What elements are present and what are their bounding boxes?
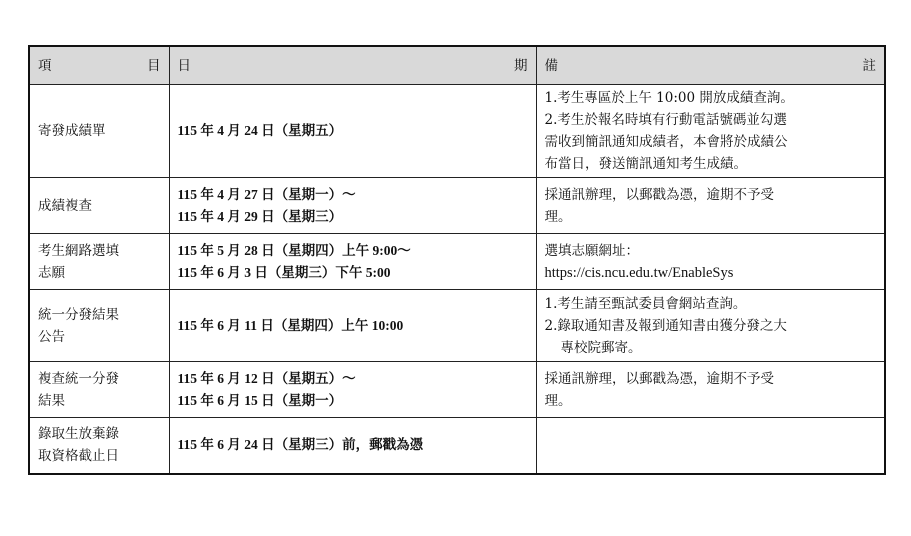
table-row bbox=[29, 85, 885, 178]
table-row bbox=[29, 290, 885, 362]
date-cell-line: 115 年 4 月 27 日（星期一）～ bbox=[177, 186, 356, 202]
note-cell-line: https://cis.ncu.edu.tw/EnableSys bbox=[544, 264, 734, 281]
date-cell bbox=[169, 234, 536, 290]
date-cell bbox=[169, 362, 536, 418]
table-row bbox=[29, 178, 885, 234]
header-date-char-1: 日 bbox=[177, 57, 191, 74]
date-cell bbox=[169, 418, 536, 474]
header-date-char-2: 期 bbox=[514, 57, 528, 74]
note-cell-line: 1.考生請至甄試委員會網站查詢。 bbox=[544, 295, 747, 312]
item-cell-line: 錄取生放棄錄 bbox=[38, 426, 119, 443]
note-cell-line: 採通訊辦理，以郵戳為憑，逾期不予受 bbox=[544, 186, 774, 203]
date-cell-line: 115 年 5 月 28 日（星期四）上午 9:00～ bbox=[177, 242, 411, 258]
item-cell-line: 考生網路選填 bbox=[38, 242, 119, 259]
note-cell-line: 專校院郵寄。 bbox=[560, 339, 642, 356]
note-cell-line: 理。 bbox=[544, 392, 572, 409]
note-cell bbox=[536, 418, 885, 474]
date-cell-line: 115 年 6 月 24 日（星期三）前，郵戳為憑 bbox=[177, 437, 424, 453]
note-cell-line: 採通訊辦理，以郵戳為憑，逾期不予受 bbox=[544, 370, 774, 387]
note-cell bbox=[536, 234, 885, 290]
schedule-table bbox=[28, 45, 886, 475]
item-cell bbox=[29, 85, 169, 178]
item-cell bbox=[29, 418, 169, 474]
note-cell-line: 2.考生於報名時填有行動電話號碼並勾選 bbox=[544, 112, 787, 128]
date-cell-line: 115 年 6 月 11 日（星期四）上午 10:00 bbox=[177, 317, 404, 333]
note-cell bbox=[536, 178, 885, 234]
date-cell-line: 115 年 6 月 12 日（星期五）～ bbox=[177, 370, 356, 386]
header-item-char-1: 項 bbox=[38, 57, 52, 74]
header-note-char-1: 備 bbox=[544, 57, 558, 74]
header-item bbox=[29, 46, 169, 85]
item-cell bbox=[29, 362, 169, 418]
note-cell bbox=[536, 85, 885, 178]
date-cell-line: 115 年 4 月 24 日（星期五） bbox=[177, 123, 343, 138]
date-cell-line: 115 年 4 月 29 日（星期三） bbox=[177, 208, 343, 224]
table-row bbox=[29, 234, 885, 290]
header-note-char-2: 註 bbox=[862, 57, 876, 74]
header-date bbox=[169, 46, 536, 85]
date-cell bbox=[169, 290, 536, 362]
note-cell-line: 布當日，發送簡訊通知考生成績。 bbox=[544, 156, 747, 172]
note-cell-line: 2.錄取通知書及報到通知書由獲分發之大 bbox=[544, 317, 787, 334]
note-cell-line: 1.考生專區於上午 10:00 開放成績查詢。 bbox=[544, 90, 794, 106]
table-row bbox=[29, 418, 885, 474]
item-cell-line: 結果 bbox=[38, 392, 65, 409]
item-cell bbox=[29, 290, 169, 362]
date-cell-line: 115 年 6 月 3 日（星期三）下午 5:00 bbox=[177, 264, 391, 280]
header-note bbox=[536, 46, 885, 85]
table-header-row bbox=[29, 46, 885, 85]
note-cell-line: 理。 bbox=[544, 208, 572, 225]
note-cell-line: 選填志願網址： bbox=[544, 242, 639, 259]
date-cell bbox=[169, 178, 536, 234]
item-cell bbox=[29, 234, 169, 290]
date-cell bbox=[169, 85, 536, 178]
table-row bbox=[29, 362, 885, 418]
item-cell bbox=[29, 178, 169, 234]
note-cell bbox=[536, 290, 885, 362]
note-cell-line: 需收到簡訊通知成績者，本會將於成績公 bbox=[544, 134, 788, 150]
item-cell-line: 複查統一分發 bbox=[38, 370, 119, 387]
note-cell bbox=[536, 362, 885, 418]
header-item-char-2: 目 bbox=[147, 57, 161, 74]
item-cell-line: 志願 bbox=[38, 264, 65, 281]
item-cell-line: 成績複查 bbox=[38, 197, 92, 214]
date-cell-line: 115 年 6 月 15 日（星期一） bbox=[177, 392, 343, 408]
item-cell-line: 取資格截止日 bbox=[38, 448, 119, 465]
item-cell-line: 公告 bbox=[38, 328, 65, 345]
item-cell-line: 統一分發結果 bbox=[38, 306, 119, 323]
item-cell-line: 寄發成績單 bbox=[38, 123, 106, 139]
